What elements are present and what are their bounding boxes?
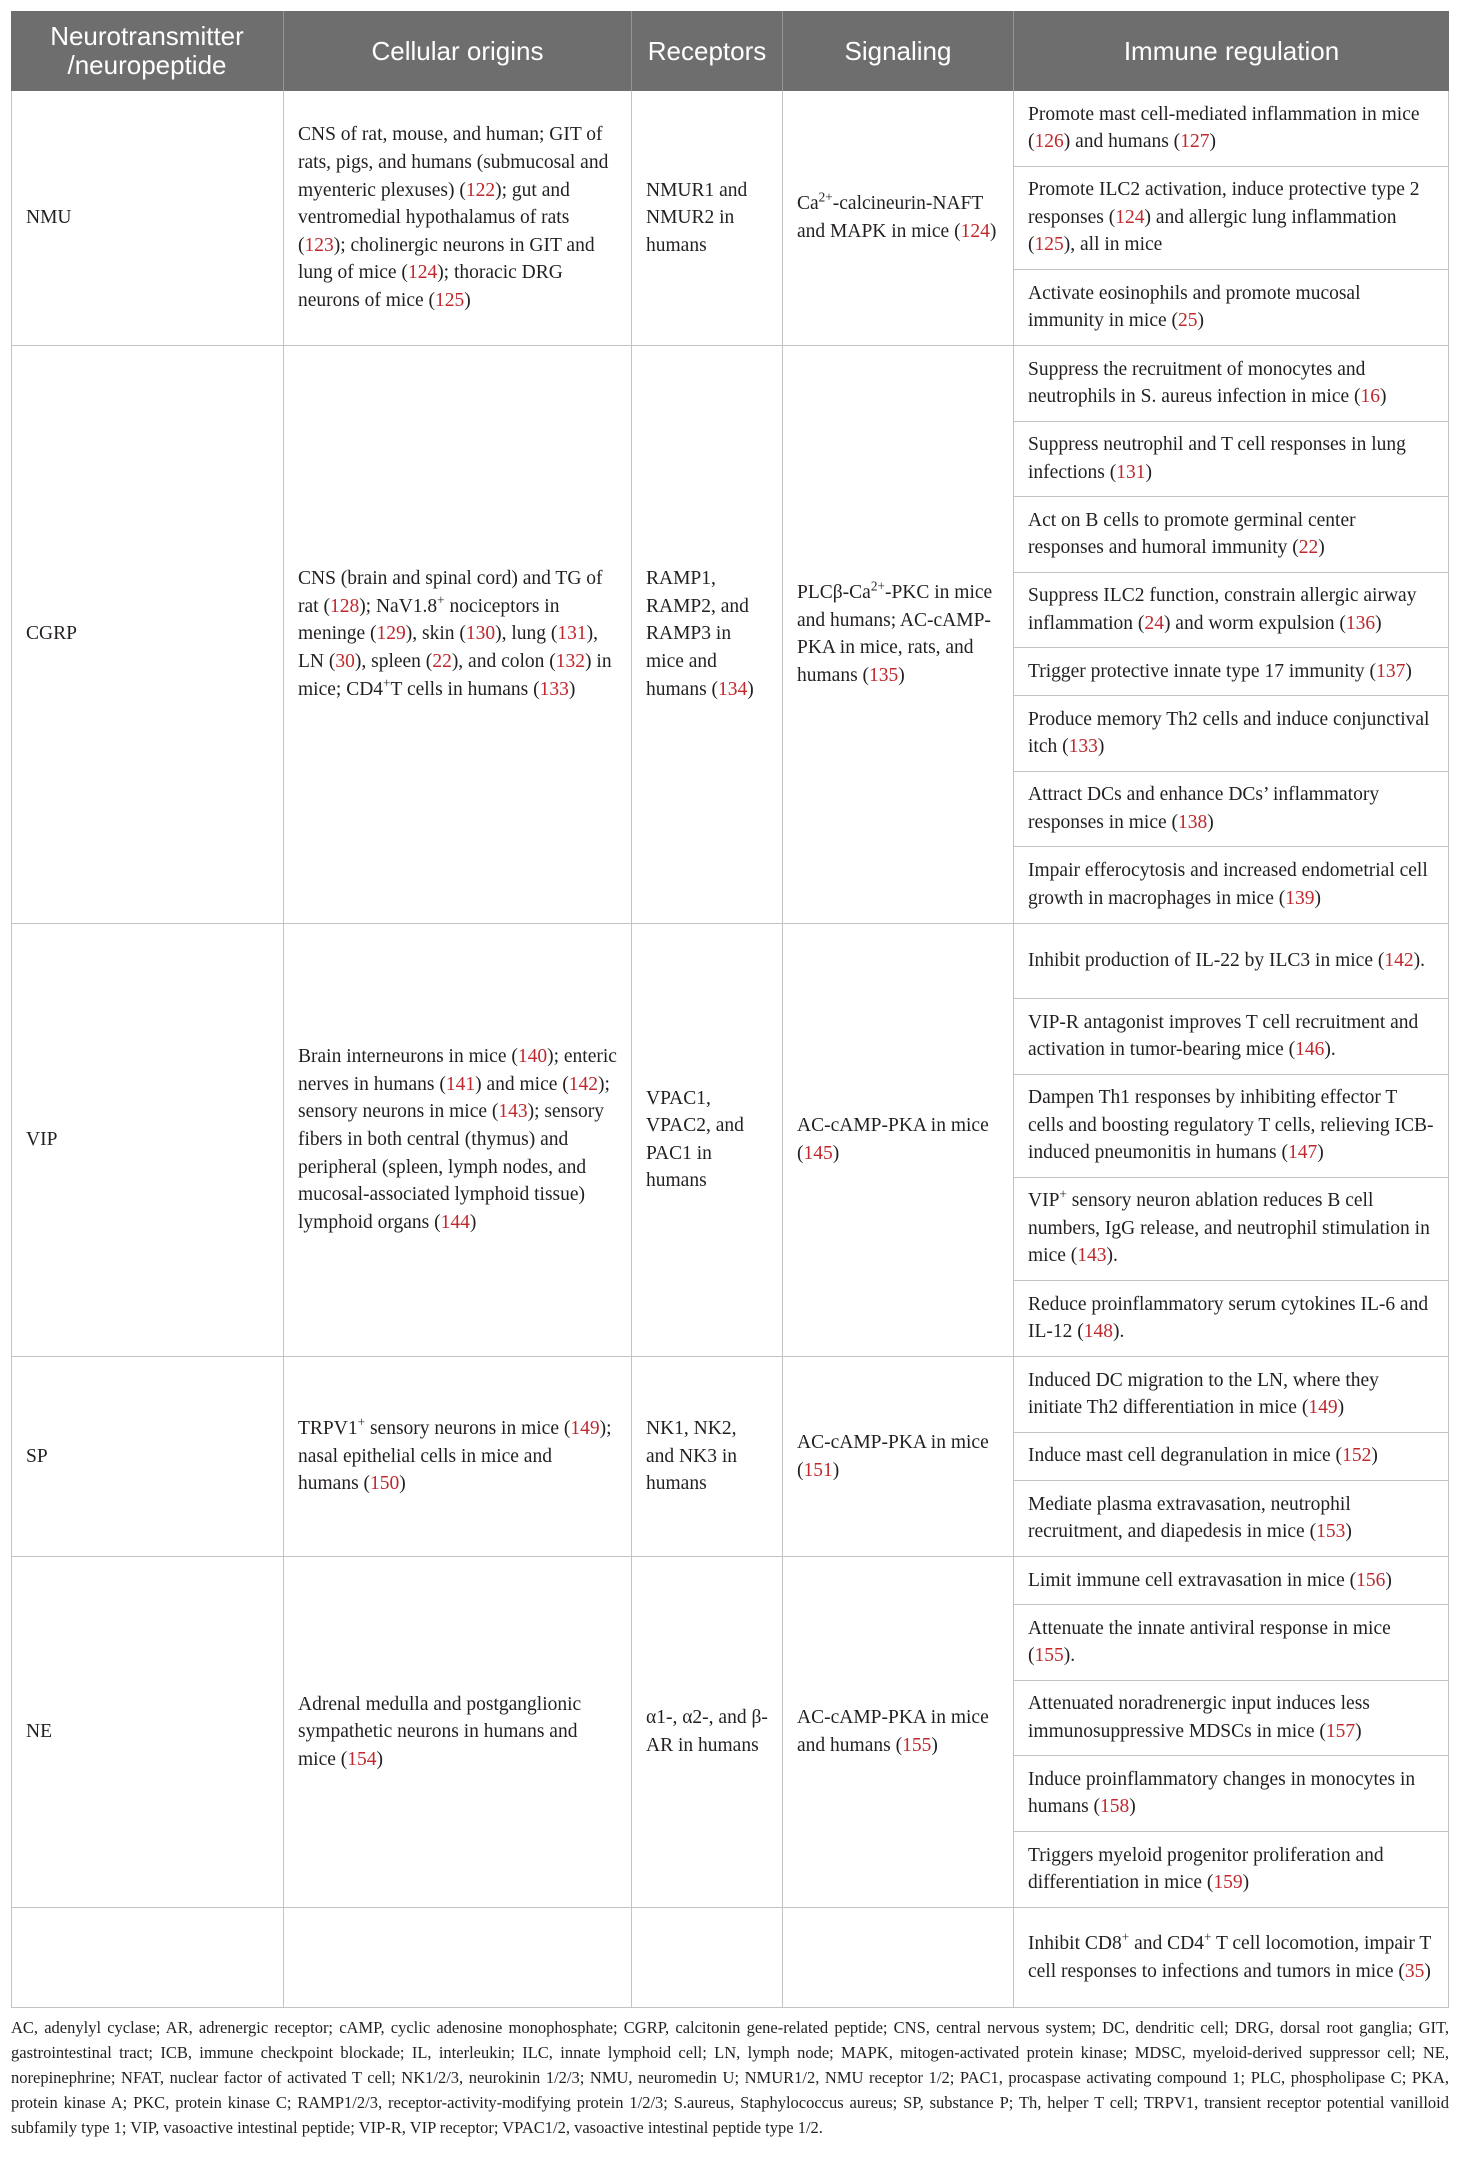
immune-regulation-cell	[1014, 346, 1449, 923]
immune-regulation-item	[1014, 1178, 1448, 1281]
immune-regulation-text: VIP+ sensory neuron ablation reduces B cell numbers, IgG release, and neutrophil stimulation in mice (143).	[1028, 1186, 1430, 1267]
immune-regulation-text: Act on B cells to promote germinal center responses and humoral immunity (22)	[1028, 509, 1356, 559]
superscript: +	[383, 675, 391, 691]
receptors-cell	[632, 924, 783, 1357]
reference-link[interactable]: 124	[407, 262, 438, 284]
immune-regulation-text: Triggers myeloid progenitor proliferation and differentiation in mice (159)	[1028, 1844, 1384, 1894]
reference-link[interactable]: 140	[517, 1046, 548, 1068]
immune-regulation-text: Attract DCs and enhance DCs’ inflammatory responses in mice (138)	[1028, 784, 1380, 833]
reference-link[interactable]: 151	[803, 1459, 833, 1481]
immune-regulation-item	[1014, 422, 1448, 498]
immune-regulation-item	[1014, 167, 1448, 270]
table-row-vip	[11, 924, 1449, 1358]
neurotransmitter-cell	[11, 1557, 284, 1907]
immune-regulation-cell	[1014, 924, 1449, 1357]
table-row-ne	[11, 1557, 1449, 1908]
immune-regulation-item	[1014, 648, 1448, 696]
immune-regulation-cell	[1014, 1557, 1449, 1907]
empty-cell	[783, 1908, 1014, 2007]
neurotransmitter-name: CGRP	[26, 623, 77, 645]
reference-link[interactable]: 30	[335, 651, 355, 673]
cellular-origins-text: Brain interneurons in mice (140); enteric nerves in humans (141) and mice (142); sensory neurons in mice (143); sensory fibers in both central (thymus) and peripheral (spleen, lymph nodes, and mucosal-associated lymphoid tissue) lymphoid organs (144)	[298, 1046, 617, 1233]
reference-link[interactable]: 142	[1384, 949, 1414, 971]
reference-link[interactable]: 127	[1180, 131, 1210, 153]
reference-link[interactable]: 138	[1178, 811, 1208, 833]
superscript: 2+	[870, 578, 885, 594]
cellular-origins-cell	[284, 91, 632, 345]
reference-link[interactable]: 144	[440, 1211, 470, 1233]
reference-link[interactable]: 131	[1116, 461, 1146, 483]
immune-regulation-text: Impair efferocytosis and increased endometrial cell growth in macrophages in mice (139)	[1028, 860, 1428, 909]
neurotransmitter-name: SP	[26, 1445, 48, 1467]
cellular-origins-cell	[284, 346, 632, 923]
immune-regulation-item	[1014, 847, 1448, 923]
table-row-cgrp	[11, 346, 1449, 924]
superscript: +	[357, 1414, 366, 1430]
immune-regulation-text: Inhibit production of IL-22 by ILC3 in mice (142).	[1028, 949, 1425, 971]
immune-regulation-item	[1014, 696, 1448, 772]
immune-regulation-text: Limit immune cell extravasation in mice (156)	[1028, 1569, 1392, 1591]
immune-regulation-text: VIP-R antagonist improves T cell recruitment and activation in tumor-bearing mice (146).	[1028, 1011, 1419, 1061]
immune-regulation-text: Promote ILC2 activation, induce protective type 2 responses (124) and allergic lung inflammation (125), all in mice	[1028, 179, 1420, 256]
cellular-origins-text: TRPV1+ sensory neurons in mice (149); nasal epithelial cells in mice and humans (150)	[298, 1414, 612, 1495]
immune-regulation-item	[1014, 1908, 1448, 2007]
receptors-text: NK1, NK2, and NK3 in humans	[646, 1418, 737, 1495]
signaling-text: AC-cAMP-PKA in mice (151)	[797, 1431, 989, 1481]
receptors-cell	[632, 91, 783, 345]
cellular-origins-cell	[284, 1557, 632, 1907]
immune-regulation-text: Reduce proinflammatory serum cytokines IL-6 and IL-12 (148).	[1028, 1293, 1429, 1343]
table-footnote-abbreviations: AC, adenylyl cyclase; AR, adrenergic receptor; cAMP, cyclic adenosine monophosphate; CGRP, calcitonin gene-related peptide; CNS, central nervous system; DC, dendritic cell; DRG, dorsal root ganglia; GIT, gastrointestinal tract; ICB, immune checkpoint blockade; IL, interleukin; ILC, innate lymphoid cell; LN, lymph node; MAPK, mitogen-activated protein kinase; MDSC, myeloid-derived suppressor cell; NE, norepinephrine; NFAT, nuclear factor of activated T cell; NK1/2/3, neurokinin 1/2/3; NMU, neuromedin U; NMUR1/2, NMU receptor 1/2; PAC1, procaspase activating compound 1; PLC, phospholipase C; PKA, protein kinase A; PKC, protein kinase C; RAMP1/2/3, receptor-activity-modifying protein 1/2/3; S.aureus, Staphylococcus aureus; SP, substance P; Th, helper T cell; TRPV1, transient receptor potential vanilloid subfamily type 1; VIP, vasoactive intestinal peptide; VIP-R, VIP receptor; VPAC1/2, vasoactive intestinal peptide type 1/2.	[11, 2018, 1449, 2137]
reference-link[interactable]: 141	[445, 1073, 476, 1095]
immune-regulation-item	[1014, 924, 1448, 1000]
signaling-text: PLCβ-$Ca^{2+}$-PKC in mice and humans; AC-cAMP-PKA in mice, rats, and humans (135)	[797, 578, 993, 686]
superscript: 2+	[818, 189, 833, 205]
immune-regulation-text: Promote mast cell-mediated inflammation in mice (126) and humans (127)	[1028, 103, 1420, 153]
immune-regulation-text: Suppress ILC2 function, constrain allergic airway inflammation (24) and worm expulsion (136)	[1028, 585, 1417, 634]
reference-link[interactable]: 136	[1345, 612, 1376, 634]
immune-regulation-text: Produce memory Th2 cells and induce conjunctival itch (133)	[1028, 708, 1430, 758]
reference-link[interactable]: 133	[1068, 736, 1098, 758]
immune-regulation-item	[1014, 999, 1448, 1075]
immune-regulation-item	[1014, 1756, 1448, 1832]
empty-cell	[284, 1908, 632, 2007]
reference-link[interactable]: 129	[376, 623, 406, 645]
reference-link[interactable]: 148	[1083, 1321, 1114, 1343]
reference-link[interactable]: 155	[902, 1735, 932, 1756]
reference-link[interactable]: 130	[465, 623, 496, 645]
cellular-origins-cell	[284, 1357, 632, 1556]
immune-regulation-item	[1014, 1832, 1448, 1908]
table-row-nmu	[11, 91, 1449, 346]
signaling-cell	[783, 1557, 1014, 1907]
immune-regulation-text: Attenuate the innate antiviral response in mice (155).	[1028, 1617, 1391, 1667]
reference-link[interactable]: 16	[1360, 386, 1381, 408]
superscript: +	[1121, 1929, 1130, 1945]
receptors-text: α1-, α2-, and β-AR in humans	[646, 1707, 768, 1756]
column-header-signaling: Signaling	[783, 11, 1014, 91]
immune-regulation-item	[1014, 346, 1448, 422]
neurotransmitter-cell	[11, 346, 284, 923]
immune-regulation-text: Induce mast cell degranulation in mice (152)	[1028, 1445, 1378, 1467]
table-header-row	[11, 11, 1449, 91]
signaling-text: AC-cAMP-PKA in mice and humans (155)	[797, 1707, 989, 1756]
reference-link[interactable]: 125	[435, 289, 465, 311]
receptors-cell	[632, 1357, 783, 1556]
reference-link[interactable]: 149	[570, 1418, 600, 1440]
reference-link[interactable]: 149	[1308, 1397, 1338, 1419]
reference-link[interactable]: 154	[347, 1748, 377, 1770]
signaling-cell	[783, 346, 1014, 923]
column-header-neurotransmitter: Neurotransmitter /neuropeptide	[11, 11, 284, 91]
immune-regulation-item	[1014, 91, 1448, 167]
reference-link[interactable]: 158	[1100, 1796, 1130, 1818]
signaling-cell	[783, 924, 1014, 1357]
reference-link[interactable]: 123	[304, 234, 334, 256]
reference-link[interactable]: 122	[465, 179, 496, 201]
reference-link[interactable]: 133	[539, 678, 569, 700]
reference-link[interactable]: 155	[1034, 1645, 1064, 1667]
neuro-immune-table-page	[11, 11, 1449, 2140]
reference-link[interactable]: 146	[1295, 1039, 1325, 1061]
cellular-origins-text: CNS (brain and spinal cord) and TG of rat (128); NaV1.8+ nociceptors in meninge (129), skin (130), lung (131), LN (30), spleen (22), and colon (132) in mice; CD4+T cells in humans (133)	[298, 568, 612, 700]
column-header-immune-regulation: Immune regulation	[1123, 35, 1340, 66]
immune-regulation-item	[1014, 1357, 1448, 1433]
empty-cell	[632, 1908, 783, 2007]
neurotransmitter-cell	[11, 91, 284, 345]
reference-link[interactable]: 128	[329, 595, 360, 617]
receptors-text: NMUR1 and NMUR2 in humans	[646, 179, 748, 256]
reference-link[interactable]: 134	[718, 678, 748, 700]
column-header-cellular-origins: Cellular origins	[284, 11, 632, 91]
reference-link[interactable]: 145	[803, 1142, 833, 1164]
reference-link[interactable]: 126	[1034, 131, 1064, 153]
immune-regulation-text: Inhibit CD8+ and CD4+ T cell locomotion, impair T cell responses to infections and tumors in mice (35)	[1028, 1929, 1431, 1982]
reference-link[interactable]: 132	[555, 651, 586, 673]
receptors-cell	[632, 346, 783, 923]
immune-regulation-text: Attenuated noradrenergic input induces less immunosuppressive MDSCs in mice (157)	[1028, 1693, 1370, 1742]
signaling-text: $Ca^{2+}-calcineurin$-NAFT and MAPK in mice (124)	[797, 189, 997, 242]
reference-link[interactable]: 156	[1356, 1569, 1386, 1591]
cellular-origins-cell	[284, 924, 632, 1357]
reference-link[interactable]: 137	[1376, 660, 1406, 682]
neurotransmitter-cell	[11, 924, 284, 1357]
cellular-origins-text: Adrenal medulla and postganglionic sympathetic neurons in humans and mice (154)	[298, 1693, 582, 1770]
immune-regulation-cell	[1014, 1357, 1449, 1556]
immune-regulation-text: Mediate plasma extravasation, neutrophil recruitment, and diapedesis in mice (153)	[1028, 1493, 1352, 1543]
immune-regulation-item	[1014, 1075, 1448, 1178]
neurotransmitter-name: NE	[26, 1721, 52, 1743]
receptors-cell	[632, 1557, 783, 1907]
immune-regulation-item	[1014, 1281, 1448, 1357]
reference-link[interactable]: 22	[432, 651, 452, 673]
receptors-text: VPAC1, VPAC2, and PAC1 in humans	[646, 1087, 744, 1192]
reference-link[interactable]: 150	[370, 1473, 400, 1495]
immune-regulation-text: Induce proinflammatory changes in monocytes in humans (158)	[1028, 1768, 1416, 1818]
immune-regulation-item	[1014, 772, 1448, 848]
reference-link[interactable]: 124	[1115, 206, 1145, 228]
superscript: +	[1059, 1186, 1067, 1202]
neurotransmitter-name: NMU	[26, 207, 72, 229]
reference-link[interactable]: 143	[498, 1101, 528, 1123]
reference-link[interactable]: 157	[1325, 1720, 1356, 1742]
reference-link[interactable]: 147	[1287, 1142, 1318, 1164]
table-row-sp	[11, 1357, 1449, 1557]
table-row-continuation	[11, 1908, 1449, 2008]
reference-link[interactable]: 153	[1316, 1521, 1346, 1543]
reference-link[interactable]: 124	[960, 221, 990, 242]
immune-regulation-item	[1014, 497, 1448, 573]
immune-regulation-item	[1014, 1557, 1448, 1605]
signaling-text: AC-cAMP-PKA in mice (145)	[797, 1115, 989, 1164]
immune-regulation-text: Suppress the recruitment of monocytes and neutrophils in S. aureus infection in mice (16)	[1028, 358, 1387, 408]
reference-link[interactable]: 143	[1077, 1245, 1107, 1267]
reference-link[interactable]: 24	[1144, 612, 1164, 634]
reference-link[interactable]: 125	[1034, 234, 1064, 256]
signaling-cell	[783, 91, 1014, 345]
signaling-cell	[783, 1357, 1014, 1556]
immune-regulation-text: Activate eosinophils and promote mucosal immunity in mice (25)	[1028, 282, 1361, 332]
reference-link[interactable]: 22	[1298, 537, 1319, 559]
immune-regulation-item	[1014, 1605, 1448, 1681]
immune-regulation-text: Dampen Th1 responses by inhibiting effector T cells and boosting regulatory T cells, relieving ICB-induced pneumonitis in humans (147)	[1028, 1087, 1434, 1164]
immune-regulation-item	[1014, 573, 1448, 649]
immune-regulation-cell	[1014, 1908, 1449, 2007]
reference-link[interactable]: 25	[1178, 310, 1198, 332]
column-header-receptors: Receptors	[632, 11, 783, 91]
neurotransmitter-cell	[11, 1357, 284, 1556]
receptors-text: RAMP1, RAMP2, and RAMP3 in mice and humans (134)	[646, 568, 754, 700]
immune-regulation-item	[1014, 1433, 1448, 1481]
reference-link[interactable]: 131	[557, 623, 587, 645]
immune-regulation-text: Trigger protective innate type 17 immunity (137)	[1028, 660, 1412, 682]
reference-link[interactable]: 35	[1404, 1960, 1425, 1982]
immune-regulation-item	[1014, 1481, 1448, 1557]
reference-link[interactable]: 152	[1342, 1445, 1372, 1467]
immune-regulation-item	[1014, 270, 1448, 346]
neurotransmitter-name: VIP	[26, 1128, 58, 1150]
immune-regulation-text: Suppress neutrophil and T cell responses in lung infections (131)	[1028, 434, 1406, 483]
reference-link[interactable]: 135	[869, 664, 899, 686]
superscript: +	[437, 592, 445, 608]
reference-link[interactable]: 159	[1213, 1872, 1243, 1894]
immune-regulation-text: Induced DC migration to the LN, where they initiate Th2 differentiation in mice (149)	[1028, 1369, 1379, 1419]
reference-link[interactable]: 139	[1285, 887, 1315, 909]
reference-link[interactable]: 142	[568, 1073, 599, 1095]
immune-regulation-cell	[1014, 91, 1449, 345]
superscript: +	[1203, 1929, 1212, 1945]
immune-regulation-item	[1014, 1681, 1448, 1757]
cellular-origins-text: CNS of rat, mouse, and human; GIT of rats, pigs, and humans (submucosal and myenteric plexuses) (122); gut and ventromedial hypothalamus of rats (123); cholinergic neurons in GIT and lung of mice (124); thoracic DRG neurons of mice (125)	[298, 124, 609, 311]
empty-cell	[11, 1908, 284, 2007]
